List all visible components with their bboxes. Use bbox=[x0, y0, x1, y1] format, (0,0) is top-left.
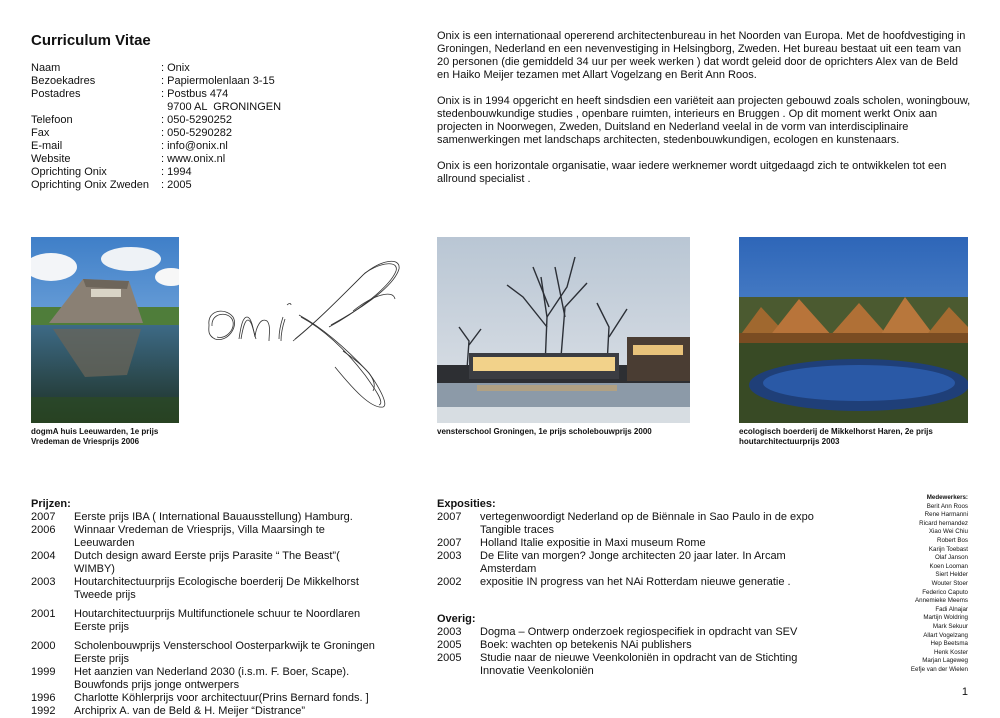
list-item: 2005 Studie naar de nieuwe Veenkoloniën in opdracht van de Stichting Innovatie Veenkoloniën bbox=[437, 652, 798, 677]
intro-paragraph: Onix is een internationaal opererend architectenbureau in het Noorden van Europa. Met de hoofdvestiging in Groningen, Nederland en een nevenvestiging in Helsingborg, Zweden. Het bureau bestaat uit een team van 20 personen (die gemiddeld 34 uur per week werken ) dat wordt geleid door de oprichters Alex van de Beld en Haiko Meijer tezamen met Allart Vogelzang en Berit Ann Roos. bbox=[437, 30, 966, 81]
list-item: 2003 De Elite van morgen? Jonge architecten 20 jaar later. In Arcam Amsterdam bbox=[437, 550, 786, 575]
caption-vensterschool: vensterschool Groningen, 1e prijs scholebouwprijs 2000 bbox=[437, 427, 652, 436]
cv-row: Oprichting Onix Zweden : 2005 bbox=[31, 179, 192, 191]
staff-name: Xiao Wei Chiu bbox=[928, 528, 968, 536]
staff-name: Robert Bos bbox=[937, 536, 968, 544]
onix-logo bbox=[203, 255, 408, 413]
list-item: 2001 Houtarchitectuurprijs Multifunctionele schuur te Noordlaren Eerste prijs bbox=[31, 608, 361, 633]
staff-name: Martijn Woldring bbox=[923, 614, 968, 622]
page-title: Curriculum Vitae bbox=[31, 32, 151, 49]
prijzen-section bbox=[31, 498, 376, 718]
list-item: 2007 vertegenwoordigt Nederland op de Biënnale in Sao Paulo in de expo Tangible traces bbox=[437, 511, 814, 536]
staff-name: Berit Ann Roos bbox=[926, 502, 968, 510]
staff-name: Fadi Alnajar bbox=[935, 605, 968, 613]
list-item: 2004 Dutch design award Eerste prijs Parasite “ The Beast”( WIMBY) bbox=[31, 550, 340, 575]
staff-name: Rene Harmanni bbox=[924, 511, 968, 519]
staff-name: Eefje van der Wielen bbox=[910, 665, 968, 673]
list-item: 2006 Winnaar Vredeman de Vriesprijs, Villa Maarsingh te Leeuwarden bbox=[31, 524, 325, 549]
exposities-title: Exposities: bbox=[437, 498, 496, 510]
list-item: 2007 Eerste prijs IBA ( International Bauausstellung) Hamburg. bbox=[31, 511, 353, 523]
intro-text bbox=[437, 30, 972, 199]
list-item: 2000 Scholenbouwprijs Vensterschool Oosterparkwijk te Groningen Eerste prijs bbox=[31, 640, 375, 665]
staff-name: Olaf Janson bbox=[934, 554, 968, 562]
photo-vensterschool bbox=[437, 237, 690, 423]
staff-name: Karijn Toebast bbox=[928, 545, 968, 553]
prijzen-title: Prijzen: bbox=[31, 498, 71, 510]
staff-name: Hep Beetsma bbox=[930, 640, 968, 648]
cv-row: Fax : 050-5290282 bbox=[31, 127, 232, 139]
cv-row: 9700 AL GRONINGEN bbox=[161, 101, 282, 113]
staff-name: Siert Helder bbox=[935, 571, 968, 579]
page-number: 1 bbox=[961, 686, 968, 698]
list-item: 1996 Charlotte Köhlerprijs voor architectuur(Prins Bernard fonds. ] bbox=[31, 692, 369, 704]
staff-name: Ricard hernandez bbox=[919, 519, 968, 527]
staff-name: Henk Koster bbox=[933, 648, 968, 656]
cv-row: Telefoon : 050-5290252 bbox=[31, 114, 232, 126]
exposities-section bbox=[437, 498, 822, 678]
list-item: 2002 expositie IN progress van het NAi Rotterdam nieuwe generatie . bbox=[437, 576, 791, 588]
cv-row: Website : www.onix.nl bbox=[31, 153, 226, 165]
staff-name: Koen Looman bbox=[929, 562, 968, 570]
staff-name: Marjan Lageweg bbox=[922, 657, 968, 665]
medewerkers-title: Medewerkers: bbox=[926, 494, 968, 501]
staff-name: Allart Vogelzang bbox=[923, 631, 968, 639]
cv-row: Naam : Onix bbox=[31, 62, 190, 74]
cv-details bbox=[31, 62, 281, 192]
caption-dogma-huis: dogmA huis Leeuwarden, 1e prijs Vredeman de Vriesprijs 2006 bbox=[31, 427, 159, 446]
list-item: 2003 Dogma – Ontwerp onderzoek regiospecifiek in opdracht van SEV bbox=[437, 626, 798, 638]
intro-paragraph: Onix is een horizontale organisatie, waar iedere werknemer wordt uitgedaagd zich te ontwikkelen tot een allround specialist . bbox=[437, 160, 947, 185]
list-item: 2005 Boek: wachten op betekenis NAi publishers bbox=[437, 639, 692, 651]
overig-title: Overig: bbox=[437, 613, 476, 625]
caption-boerderij: ecologisch boerderij de Mikkelhorst Haren, 2e prijs houtarchitectuurprijs 2003 bbox=[739, 427, 933, 446]
cv-row: Postadres : Postbus 474 bbox=[31, 88, 229, 100]
list-item: 2003 Houtarchitectuurprijs Ecologische boerderij De Mikkelhorst Tweede prijs bbox=[31, 576, 359, 601]
staff-name: Annemieke Meems bbox=[915, 597, 968, 605]
photo-dogma-huis bbox=[31, 237, 179, 423]
staff-name: Federico Caputo bbox=[922, 588, 968, 596]
intro-paragraph: Onix is in 1994 opgericht en heeft sindsdien een variëteit aan projecten gebouwd zoals scholen, woningbouw, stedenbouwkundige studies , openbare ruimten, interieurs en Bruggen . Op dit moment werkt Onix aan projecten in Noorwegen, Zweden, Duitsland en Nederland veelal in de vorm van interdisciplinaire samenwerkingen met landschaps architecten, stedenbouwkundigen, ecologen en kunstenaars. bbox=[437, 95, 971, 146]
staff-name: Wouter Stoer bbox=[931, 579, 968, 587]
medewerkers-list bbox=[878, 494, 968, 674]
cv-row: E-mail : info@onix.nl bbox=[31, 140, 228, 152]
list-item: 1992 Archiprix A. van de Beld & H. Meijer “Distrance” bbox=[31, 705, 306, 717]
cv-row: Oprichting Onix : 1994 bbox=[31, 166, 192, 178]
list-item: 1999 Het aanzien van Nederland 2030 (i.s.m. F. Boer, Scape). Bouwfonds prijs jonge ontwerpers bbox=[31, 666, 350, 691]
photo-boerderij bbox=[739, 237, 968, 423]
staff-name: Mark Sekuur bbox=[932, 622, 968, 630]
cv-row: Bezoekadres : Papiermolenlaan 3-15 bbox=[31, 75, 275, 87]
list-item: 2007 Holland Italie expositie in Maxi museum Rome bbox=[437, 537, 706, 549]
